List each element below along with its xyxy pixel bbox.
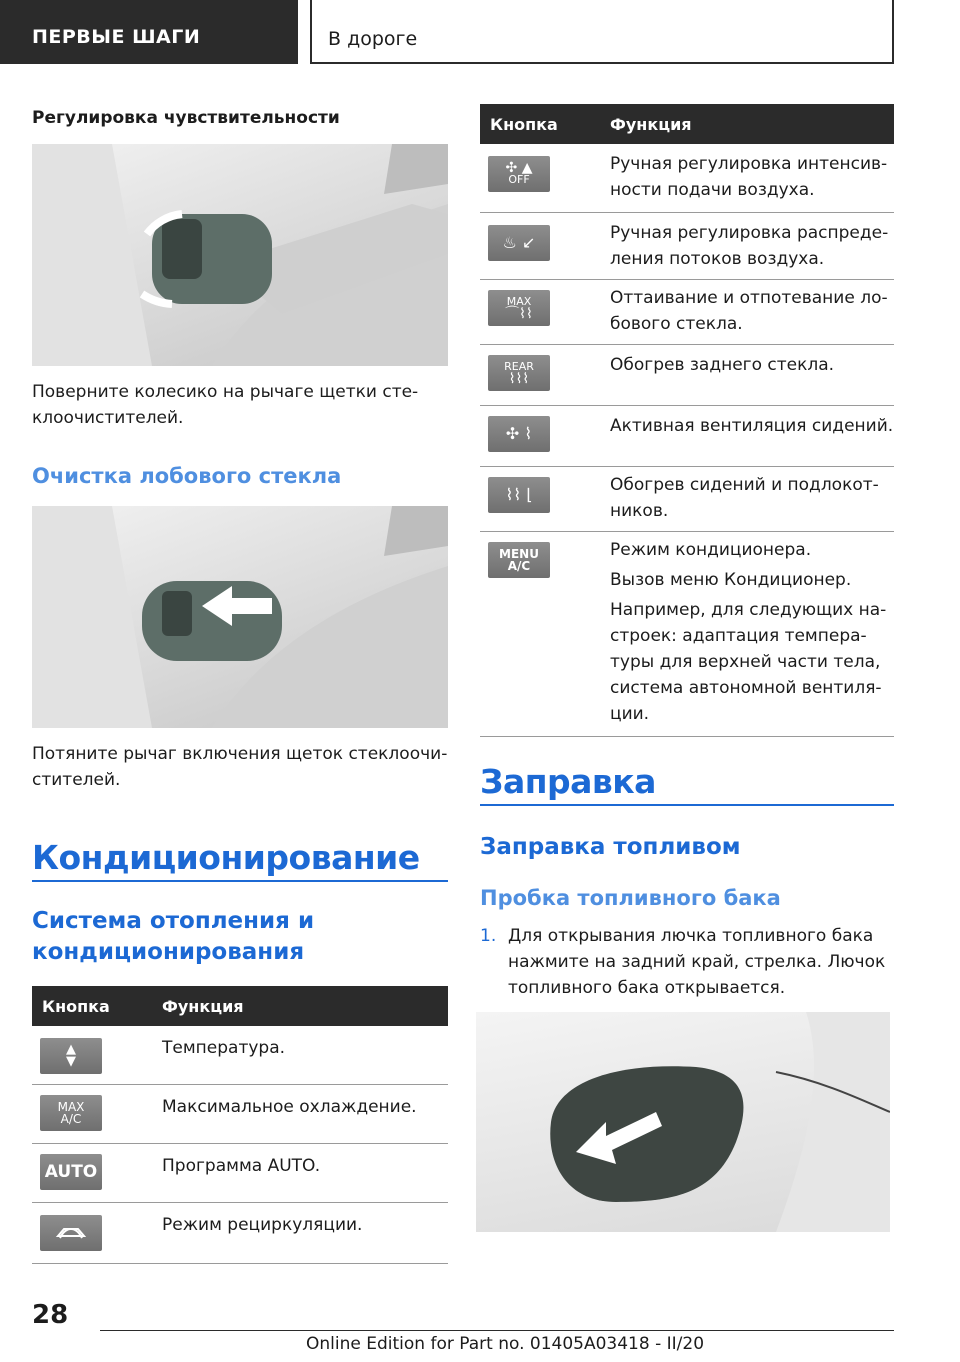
- function-example-line-1: Например, для следующих на-: [610, 600, 887, 620]
- table-row: [480, 213, 894, 280]
- chapter-tab: [310, 0, 894, 64]
- footer-rule: [100, 1330, 894, 1331]
- sensitivity-caption-1: Поверните колесико на рычаге щетки сте-: [32, 382, 419, 402]
- windshield-caption-2: стителей.: [32, 770, 121, 790]
- function-example-line-4: система автономной вентиля-: [610, 678, 882, 698]
- function-text-line-2: бового стекла.: [610, 314, 743, 334]
- refuel-heading-rule: [480, 804, 894, 806]
- wiper-wheel-illustration: [32, 144, 448, 366]
- rear-defrost-icon: REAR ⌇⌇⌇: [488, 355, 550, 391]
- chapter-title: В дороге: [328, 28, 418, 50]
- system-heading-1: Система отопления и: [32, 908, 315, 934]
- function-text: Режим рециркуляции.: [162, 1215, 363, 1235]
- function-text-line-1: Обогрев сидений и подлокот-: [610, 475, 879, 495]
- wiper-lever-illustration: [32, 506, 448, 728]
- recirculation-icon: [40, 1215, 102, 1251]
- fuel-cap-heading: Пробка топливного бака: [480, 886, 781, 910]
- wiper-lever-photo: [32, 506, 448, 728]
- windshield-heading: Очистка лобового стекла: [32, 464, 342, 488]
- auto-icon: AUTO: [40, 1154, 102, 1190]
- function-text-line-2: ности подачи воздуха.: [610, 180, 815, 200]
- function-example-line-3: туры для верхней части тела,: [610, 652, 881, 672]
- table-header: [480, 104, 894, 144]
- sensitivity-heading: Регулировка чувствительности: [32, 108, 340, 128]
- fuel-heading: Заправка топливом: [480, 834, 741, 860]
- section-title: ПЕРВЫЕ ШАГИ: [32, 26, 201, 48]
- table-row: [32, 1026, 448, 1085]
- fuel-flap-photo: [476, 1012, 890, 1232]
- table-row: [480, 345, 894, 406]
- function-example-line-2: строек: адаптация темпера-: [610, 626, 867, 646]
- windshield-caption-1: Потяните рычаг включения щеток стеклоочи-: [32, 744, 448, 764]
- function-text: Температура.: [162, 1038, 286, 1058]
- wiper-wheel-photo: [32, 144, 448, 366]
- table-row: [32, 1085, 448, 1144]
- function-text-menu: Вызов меню Кондиционер.: [610, 570, 852, 590]
- function-text: Активная вентиляция сидений.: [610, 416, 894, 436]
- temperature-arrows-icon: ▲ ▼: [40, 1038, 102, 1074]
- step-number: 1.: [480, 926, 497, 946]
- max-ac-icon: MAX A/C: [40, 1095, 102, 1131]
- function-text-line-1: Ручная регулировка интенсив-: [610, 154, 888, 174]
- col-function-header: Функция: [162, 997, 244, 1016]
- climate-buttons-table: [32, 986, 448, 1264]
- system-heading-2: кондиционирования: [32, 939, 305, 965]
- ac-heading: Кондиционирование: [32, 838, 420, 877]
- function-example-line-5: ции.: [610, 704, 650, 724]
- function-text-line-1: Ручная регулировка распреде-: [610, 223, 889, 243]
- function-text: Программа AUTO.: [162, 1156, 321, 1176]
- table-row: [480, 144, 894, 213]
- col-function-header: Функция: [610, 115, 692, 134]
- page-number: 28: [32, 1300, 69, 1330]
- max-defrost-icon: MAX ⌒⌇⌇: [488, 290, 550, 326]
- seat-heating-icon: ⌇⌇ ⌊: [488, 477, 550, 513]
- air-distribution-icon: ♨ ↙: [488, 225, 550, 261]
- climate-buttons-table-continued: [480, 104, 894, 737]
- ac-heading-rule: [32, 880, 448, 882]
- table-row: [480, 406, 894, 467]
- col-button-header: Кнопка: [490, 115, 558, 134]
- function-text-line-1: Оттаивание и отпотевание ло-: [610, 288, 888, 308]
- edition-text: Online Edition for Part no. 01405A03418 - II/20: [306, 1334, 705, 1354]
- table-row: [480, 280, 894, 345]
- fan-off-icon: ✣ ▲ OFF: [488, 156, 550, 192]
- table-row: [480, 532, 894, 737]
- function-text: Обогрев заднего стекла.: [610, 355, 835, 375]
- sensitivity-caption-2: клоочистителей.: [32, 408, 184, 428]
- fuel-flap-illustration: [476, 1012, 890, 1232]
- function-text-line-2: ления потоков воздуха.: [610, 249, 825, 269]
- step-line-1: Для открывания лючка топливного бака: [508, 926, 874, 946]
- function-text-line-2: ников.: [610, 501, 669, 521]
- col-button-header: Кнопка: [42, 997, 110, 1016]
- refuel-heading: Заправка: [480, 762, 656, 801]
- table-row: [32, 1203, 448, 1264]
- seat-ventilation-icon: ✣ ⌇: [488, 416, 550, 452]
- function-text: Режим кондиционера.: [610, 540, 812, 560]
- step-line-2: нажмите на задний край, стрелка. Лючок: [508, 952, 886, 972]
- section-tab: [0, 0, 298, 64]
- function-text: Максимальное охлаждение.: [162, 1097, 417, 1117]
- table-row: [32, 1144, 448, 1203]
- table-row: [480, 467, 894, 532]
- menu-ac-icon: MENU A/C: [488, 542, 550, 578]
- step-line-3: топливного бака открывается.: [508, 978, 786, 998]
- table-header: [32, 986, 448, 1026]
